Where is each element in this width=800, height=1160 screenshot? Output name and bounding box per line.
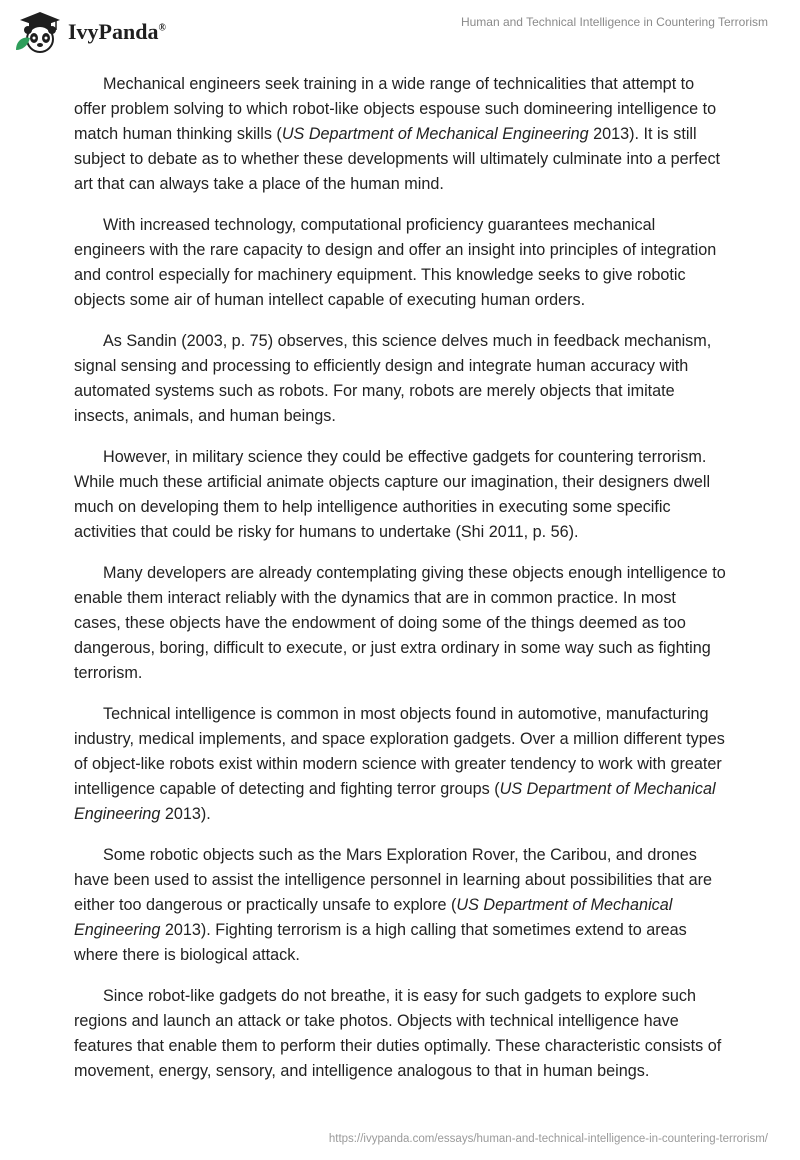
paragraph-text: Mechanical engineers seek training in a wide range of technicalities that attempt to offer problem solving to which robot-like objects espouse such domineering intelligence to match human thinking skills ( xyxy=(74,75,717,143)
body-paragraph xyxy=(74,561,726,686)
paragraph-text: Since robot-like gadgets do not breathe, it is easy for such gadgets to explore such regions and launch an attack or take photos. Objects with technical intelligence have features that enable them to perform their duties optimally. These characteristic consists of movement, energy, sensory, and intelligence analogous to that in human beings. xyxy=(74,987,722,1080)
essay-body xyxy=(74,72,726,1100)
ivypanda-logo[interactable] xyxy=(12,10,166,54)
brand-name: IvyPanda® xyxy=(68,19,166,44)
body-paragraph xyxy=(74,702,726,827)
citation-title: US Department of Mechanical Engineering xyxy=(281,125,589,143)
source-url[interactable]: https://ivypanda.com/essays/human-and-technical-intelligence-in-countering-terrorism/ xyxy=(328,1133,768,1145)
body-paragraph xyxy=(74,329,726,429)
paragraph-text: With increased technology, computational proficiency guarantees mechanical engineers with the rare capacity to design and offer an insight into principles of integration and control especially for machinery equipment. This knowledge seeks to give robotic objects some air of human intellect capable of executing human orders. xyxy=(74,216,717,309)
paragraph-text: However, in military science they could be effective gadgets for countering terrorism. While much these artificial animate objects capture our imagination, their designers dwell much on developing them to help intelligence authorities in executing some specific activities that could be risky for humans to undertake (Shi 2011, p. 56). xyxy=(74,448,711,541)
body-paragraph xyxy=(74,984,726,1084)
paragraph-text: 2013). Fighting terrorism is a high calling that sometimes extend to areas where there is biological attack. xyxy=(74,921,687,964)
body-paragraph xyxy=(74,72,726,197)
citation-title: US Department of Mechanical Engineering xyxy=(74,896,673,939)
paragraph-text: Technical intelligence is common in most objects found in automotive, manufacturing industry, medical implements, and space exploration gadgets. Over a million different types of object-like robots exist within modern science with greater tendency to work with greater intelligence capable of detecting and fighting terror groups ( xyxy=(74,705,725,798)
body-paragraph xyxy=(74,213,726,313)
panda-graduate-icon xyxy=(12,10,62,54)
page-header xyxy=(0,0,800,60)
paragraph-text: 2013). It is still subject to debate as to whether these developments will ultimately culminate into a perfect art that can always take a place of the human mind. xyxy=(74,125,721,193)
body-paragraph xyxy=(74,445,726,545)
paragraph-text: Many developers are already contemplating giving these objects enough intelligence to enable them interact reliably with the dynamics that are in common practice. In most cases, these objects have the endowment of doing some of the things deemed as too dangerous, boring, difficult to execute, or just extra ordinary in some way such as fighting terrorism. xyxy=(74,564,726,682)
running-title: Human and Technical Intelligence in Countering Terrorism xyxy=(460,15,768,29)
paragraph-text: As Sandin (2003, p. 75) observes, this science delves much in feedback mechanism, signal sensing and processing to efficiently design and integrate human accuracy with automated systems such as robots. For many, robots are merely objects that imitate insects, animals, and human beings. xyxy=(74,332,712,425)
paragraph-text: Some robotic objects such as the Mars Exploration Rover, the Caribou, and drones have been used to assist the intelligence personnel in learning about possibilities that are either too dangerous or practically unsafe to explore ( xyxy=(74,846,713,914)
body-paragraph xyxy=(74,843,726,968)
citation-title: US Department of Mechanical Engineering xyxy=(74,780,716,823)
paragraph-text: 2013). xyxy=(160,805,211,823)
